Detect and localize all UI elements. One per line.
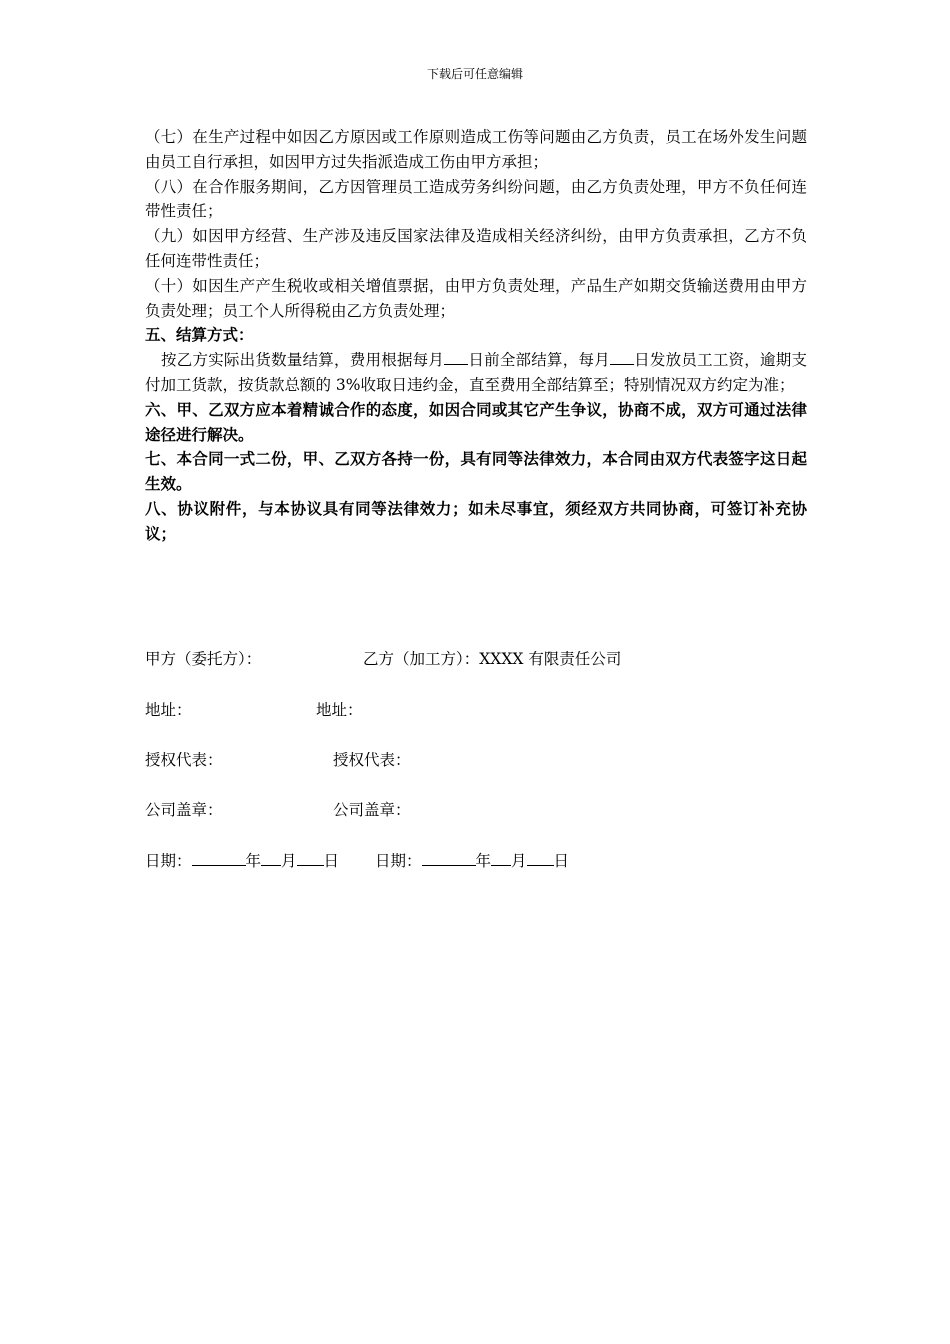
- month-b: 月: [511, 852, 527, 870]
- clause-8: （八）在合作服务期间，乙方因管理员工造成劳务纠纷问题，由乙方负责处理，甲方不负任何连带性责任；: [145, 177, 807, 221]
- section-7: 七、本合同一式二份，甲、乙双方各持一份，具有同等法律效力，本合同由双方代表签字这日起生效。: [145, 450, 807, 494]
- blank-month-b: [491, 849, 511, 866]
- clause-9: （九）如因甲方经营、生产涉及违反国家法律及造成相关经济纠纷，由甲方负责承担，乙方不负任何连带性责任；: [145, 227, 807, 270]
- address-b-label: 地址：: [316, 701, 363, 719]
- settlement-text-1: 按乙方实际出货数量结算，费用根据每月: [161, 351, 445, 370]
- day-b: 日: [553, 852, 570, 870]
- blank-year-a: [192, 849, 246, 866]
- header-note: 下载后可任意编辑: [426, 67, 523, 81]
- seal-a-label: 公司盖章：: [145, 801, 223, 819]
- date-b-label: 日期：: [375, 852, 422, 870]
- blank-day-pay: [610, 348, 634, 365]
- section-8: 八、协议附件，与本协议具有同等法律效力；如未尽事宜，须经双方共同协商，可签订补充协议；: [145, 499, 807, 543]
- year-a: 年: [245, 852, 262, 870]
- date-b: [375, 849, 569, 871]
- clause-7: （七）在生产过程中如因乙方原因或工作原则造成工伤等问题由乙方负责，员工在场外发生问题由员工自行承担，如因甲方过失指派造成工伤由甲方承担；: [145, 128, 807, 171]
- blank-month-a: [261, 849, 281, 866]
- section-5-heading: 五、结算方式：: [145, 326, 254, 345]
- day-a: 日: [323, 852, 340, 870]
- party-a-label: 甲方（委托方）：: [145, 650, 262, 668]
- section-6: 六、甲、乙双方应本着精诚合作的态度，如因合同或其它产生争议，协商不成，双方可通过法律途径进行解决。: [145, 400, 807, 444]
- month-a: 月: [281, 852, 297, 870]
- address-a-label: 地址：: [145, 701, 192, 719]
- date-a-label: 日期：: [145, 852, 192, 870]
- contract-body: [145, 125, 807, 547]
- year-b: 年: [475, 852, 492, 870]
- party-b-label: 乙方（加工方）：XXXX 有限责任公司: [363, 650, 622, 668]
- rep-b-label: 授权代表：: [333, 751, 411, 769]
- blank-day-settle: [444, 348, 468, 365]
- blank-day-a: [297, 849, 324, 866]
- section-5-text: [145, 348, 807, 398]
- rep-a-label: 授权代表：: [145, 751, 223, 769]
- settlement-text-2: 日前全部结算，每月: [468, 351, 610, 370]
- settlement-text-3: 日发放员工工资，逾期支付加工货款，按货款总额的 3%收取日违约金，直至费用全部结算至；特别情况双方约定为准；: [145, 351, 807, 394]
- date-a: [145, 849, 339, 871]
- blank-year-b: [422, 849, 476, 866]
- clause-10: （十）如因生产产生税收或相关增值票据，由甲方负责处理，产品生产如期交货输送费用由甲方负责处理；员工个人所得税由乙方负责处理；: [145, 276, 807, 320]
- blank-day-b: [527, 849, 554, 866]
- seal-b-label: 公司盖章：: [333, 801, 411, 819]
